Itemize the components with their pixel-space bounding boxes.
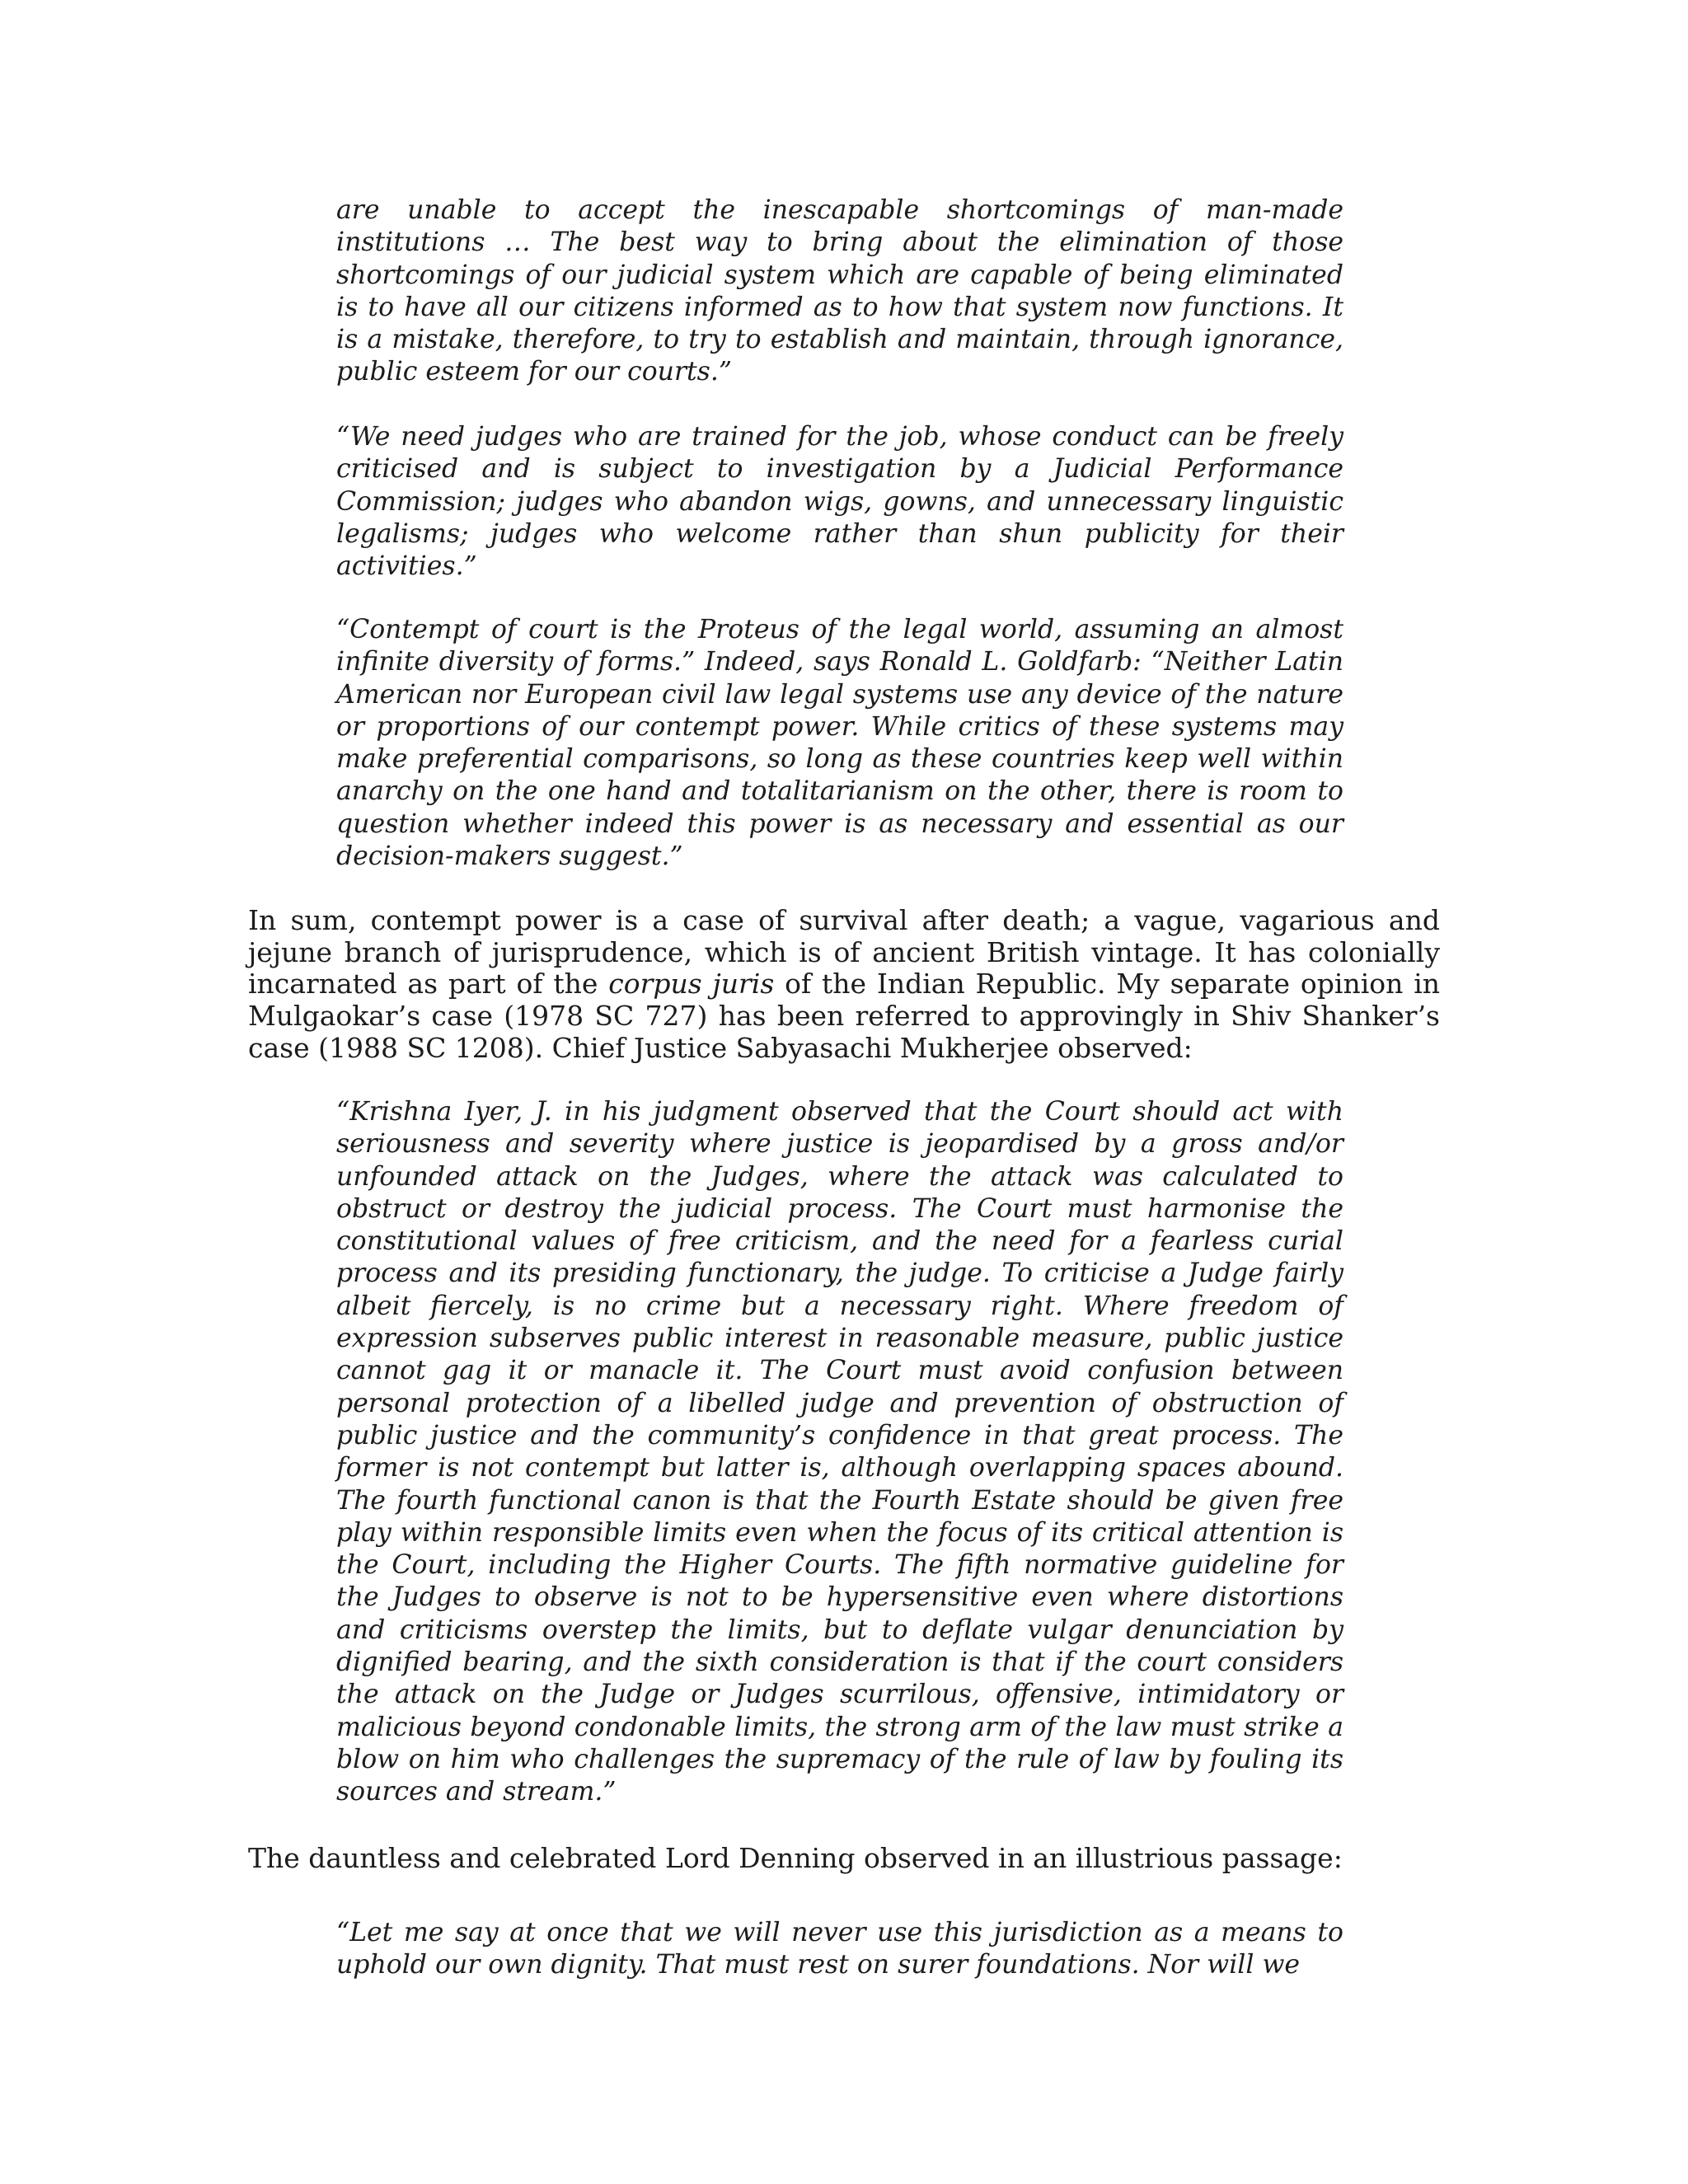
block-quote-institutions: are unable to accept the inescapable shortcomings of man-made institutions … The best way to bring about the elimination of those shortcomings of our judicial system which are capable of being eliminated is to have all our citizens informed as to how that system now functions. It is a mistake, therefore, to try to establish and maintain, through ignorance, public esteem for our courts.”: [336, 195, 1343, 387]
paragraph-lord-denning: The dauntless and celebrated Lord Denning observed in an illustrious passage:: [248, 1842, 1343, 1874]
block-quote-judges-training: “We need judges who are trained for the job, whose conduct can be freely criticised and is subject to investigation by a Judicial Performance Commission; judges who abandon wigs, gowns, and unnecessary linguistic legalisms; judges who welcome rather than shun publicity for their activities.”: [336, 422, 1343, 582]
block-quote-contempt-proteus: “Contempt of court is the Proteus of the legal world, assuming an almost infinite diversity of forms.” Indeed, says Ronald L. Goldfarb: “Neither Latin American nor European civil law legal systems use any device of the nature or proportions of our contempt power. While critics of these systems may make preferential comparisons, so long as these countries keep well within anarchy on the one hand and totalitarianism on the other, there is room to question whether indeed this power is as necessary and essential as our decision-makers suggest.”: [336, 615, 1343, 872]
block-quote-lord-denning: “Let me say at once that we will never use this jurisdiction as a means to uphold our own dignity. That must rest on surer foundations. Nor will we: [336, 1918, 1343, 1980]
paragraph-text-part: In sum, contempt power is a case of survival after death; a vague, vagarious and jejune branch of jurisprudence, which is of ancient British vintage. It has colonially incarnated as part of the: [248, 904, 1440, 1001]
block-quote-krishna-iyer: “Krishna Iyer, J. in his judgment observed that the Court should act with seriousness and severity where justice is jeopardised by a gross and/or unfounded attack on the Judges, where the attack was calculated to obstruct or destroy the judicial process. The Court must harmonise the constitutional values of free criticism, and the need for a fearless curial process and its presiding functionary, the judge. To criticise a Judge fairly albeit fiercely, is no crime but a necessary right. Where freedom of expression subserves public interest in reasonable measure, public justice cannot gag it or manacle it. The Court must avoid confusion between personal protection of a libelled judge and prevention of obstruction of public justice and the community’s confidence in that great process. The former is not contempt but latter is, although overlapping spaces abound. The fourth functional canon is that the Fourth Estate should be given free play within responsible limits even when the focus of its critical attention is the Court, including the Higher Courts. The fifth normative guideline for the Judges to observe is not to be hypersensitive even where distortions and criticisms overstep the limits, but to deflate vulgar denunciation by dignified bearing, and the sixth consideration is that if the court considers the attack on the Judge or Judges scurrilous, offensive, intimidatory or malicious beyond condonable limits, the strong arm of the law must strike a blow on him who challenges the supremacy of the rule of law by fouling its sources and stream.”: [336, 1097, 1343, 1807]
paragraph-text-part: of the Indian Republic. My separate opinion in Mulgaokar’s case (1978 SC 727) has been referred to approvingly in Shiv Shanker’s case (1988 SC 1208). Chief Justice Sabyasachi Mukherjee observed:: [248, 968, 1440, 1064]
emphasis-corpus-juris: corpus juris: [608, 968, 775, 1001]
paragraph-contempt-power: [248, 905, 1440, 1065]
